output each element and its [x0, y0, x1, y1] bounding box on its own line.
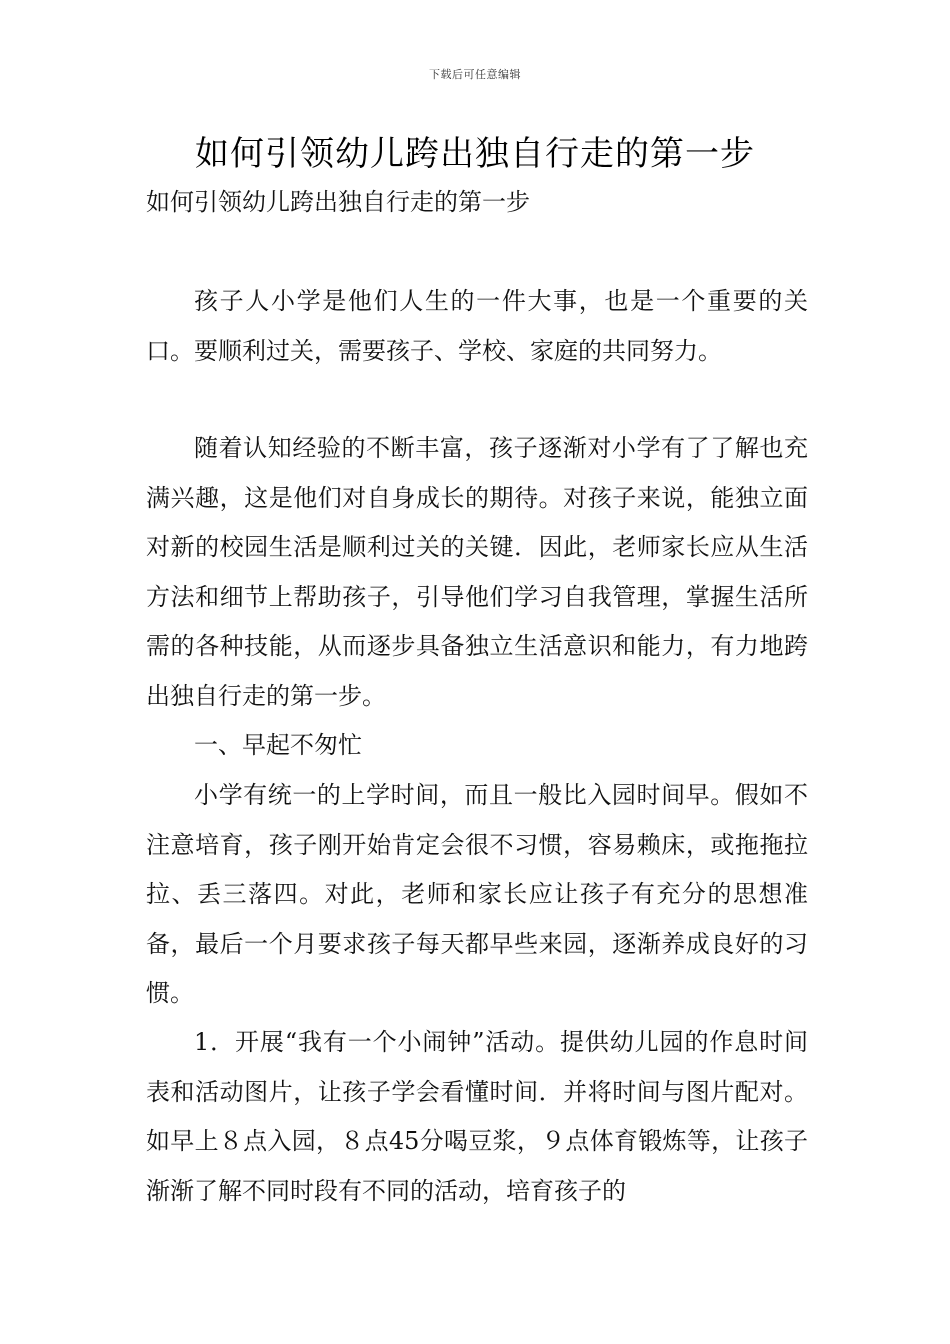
paragraph-alarm-clock-activity: 1．开展“我有一个小闹钟”活动。提供幼儿园的作息时间表和活动图片，让孩子学会看懂时间．并将时间与图片配对。如早上８点入园，８点45分喝豆浆，９点体育锻炼等，让孩子渐渐了解不同时段有不同的活动，培育孩子的	[146, 1028, 808, 1205]
paragraph-school-time: 小学有统一的上学时间，而且一般比入园时间早。假如不注意培育，孩子刚开始肯定会很不习惯，容易赖床，或拖拖拉拉、丢三落四。对此，老师和家长应让孩子有充分的思想准备，最后一个月要求孩子每天都早些来园，逐渐养成良好的习惯。	[146, 781, 808, 1007]
paragraph-intro: 孩子人小学是他们人生的一件大事，也是一个重要的关口。要顺利过关，需要孩子、学校、家庭的共同努力。	[146, 287, 808, 365]
document-title: 如何引领幼儿跨出独自行走的第一步	[195, 134, 755, 174]
section-heading-early-rising: 一、早起不匆忙	[194, 731, 362, 759]
paragraph-cognition: 随着认知经验的不断丰富，孩子逐渐对小学有了了解也充满兴趣，这是他们对自身成长的期待。对孩子来说，能独立面对新的校园生活是顺利过关的关键．因此，老师家长应从生活方法和细节上帮助孩子，引导他们学习自我管理，掌握生活所需的各种技能，从而逐步具备独立生活意识和能力，有力地跨出独自行走的第一步。	[146, 434, 808, 710]
document-subtitle: 如何引领幼儿跨出独自行走的第一步	[146, 188, 530, 216]
header-note: 下载后可任意编辑	[429, 68, 521, 81]
